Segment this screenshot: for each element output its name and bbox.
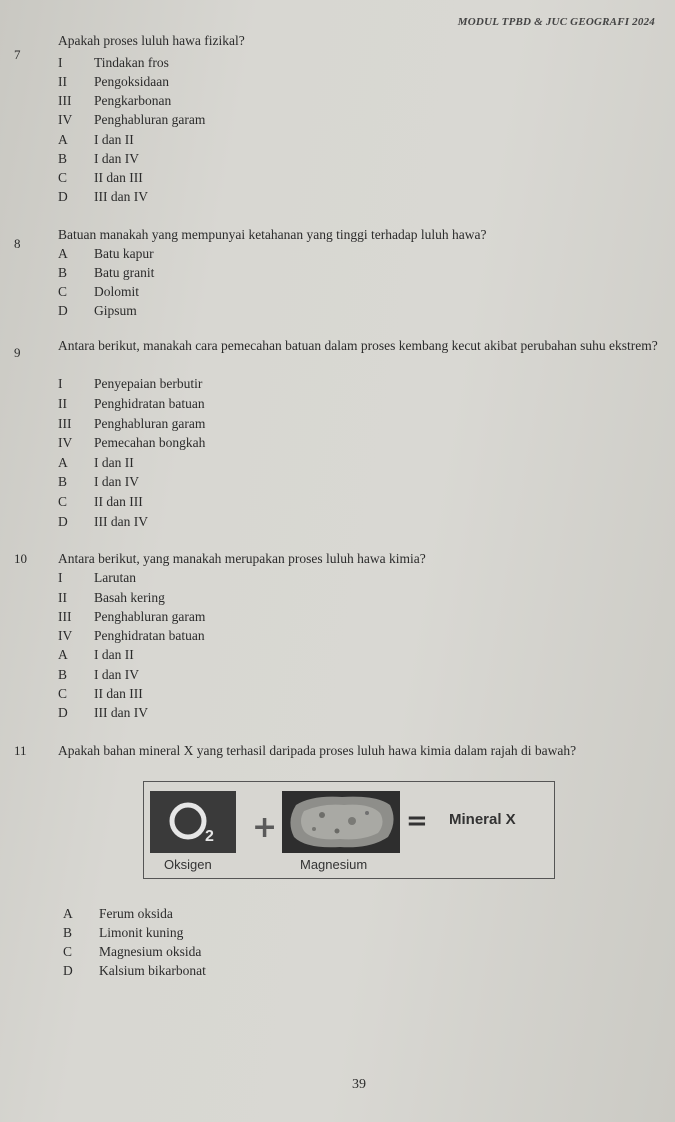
- question-number: 10: [14, 551, 27, 566]
- oxygen-symbol: [150, 791, 236, 853]
- question-number: 11: [14, 743, 27, 758]
- worksheet-page: MODUL TPBD & JUC GEOGRAFI 2024 7 Apakah proses luluh hawa fizikal? I Tindakan fros II Pengoksidaan III Pengkarbonan IV Penghabluran garam A I dan II B I dan IV C II dan III D III dan IV 8 Batuan manakah yang mempunyai ketahanan yang tinggi terhadap luluh hawa? A Batu kapur B Batu granit C Dolomit D Gipsum 9 Antara berikut, manakah cara pemecahan batuan dalam proses kembang kecut akibat perubahan suhu ekstrem? I Penyepaian berbutir II Penghidratan batuan III Penghabluran garam IV Pemecahan bongkah A I dan II B I dan IV C II dan III D III dan IV 10 Antara berikut, yang manakah merupakan proses luluh hawa kimia? I Larutan II Basah kering III Penghabluran garam IV Penghidratan batuan A I dan II B I dan IV C II dan III D III dan IV 11 Apakah bahan mineral X yang terhasil daripada proses luluh hawa kimia dalam rajah di bawah? 2 O + = Mineral X Oksigen Magnesium A Ferum oksida B Limonit kuning C Magnesium oksida D Kalsium bikarbonat 39: [0, 0, 675, 1122]
- oxygen-subscript: 2: [205, 828, 214, 845]
- question-text: Apakah proses luluh hawa fizikal?: [58, 33, 245, 48]
- oxygen-letter: O: [150, 791, 151, 792]
- equals-sign: =: [406, 806, 428, 836]
- magnesium-box: [282, 791, 400, 853]
- mineral-x-label: Mineral X: [449, 811, 516, 828]
- question-number: 7: [14, 47, 21, 62]
- question-text: Apakah bahan mineral X yang terhasil daripada proses luluh hawa kimia dalam rajah di bawah?: [58, 743, 577, 758]
- oxygen-caption: Oksigen: [164, 857, 212, 872]
- plus-sign: +: [252, 810, 278, 845]
- question-number: 9: [14, 345, 21, 360]
- page-number: 39: [352, 1077, 366, 1092]
- magnesium-caption: Magnesium: [300, 857, 368, 872]
- question-text: Batuan manakah yang mempunyai ketahanan yang tinggi terhadap luluh hawa?: [58, 227, 487, 242]
- module-header: MODUL TPBD & JUC GEOGRAFI 2024: [457, 16, 655, 28]
- oxygen-box: [150, 791, 236, 853]
- reaction-diagram: [143, 781, 555, 879]
- question-number: 8: [14, 236, 21, 251]
- question-text: Antara berikut, yang manakah merupakan proses luluh hawa kimia?: [58, 551, 426, 566]
- question-text: Antara berikut, manakah cara pemecahan batuan dalam proses kembang kecut akibat perubahan suhu ekstrem?: [58, 338, 658, 353]
- magnesium-rock-image: [282, 791, 400, 853]
